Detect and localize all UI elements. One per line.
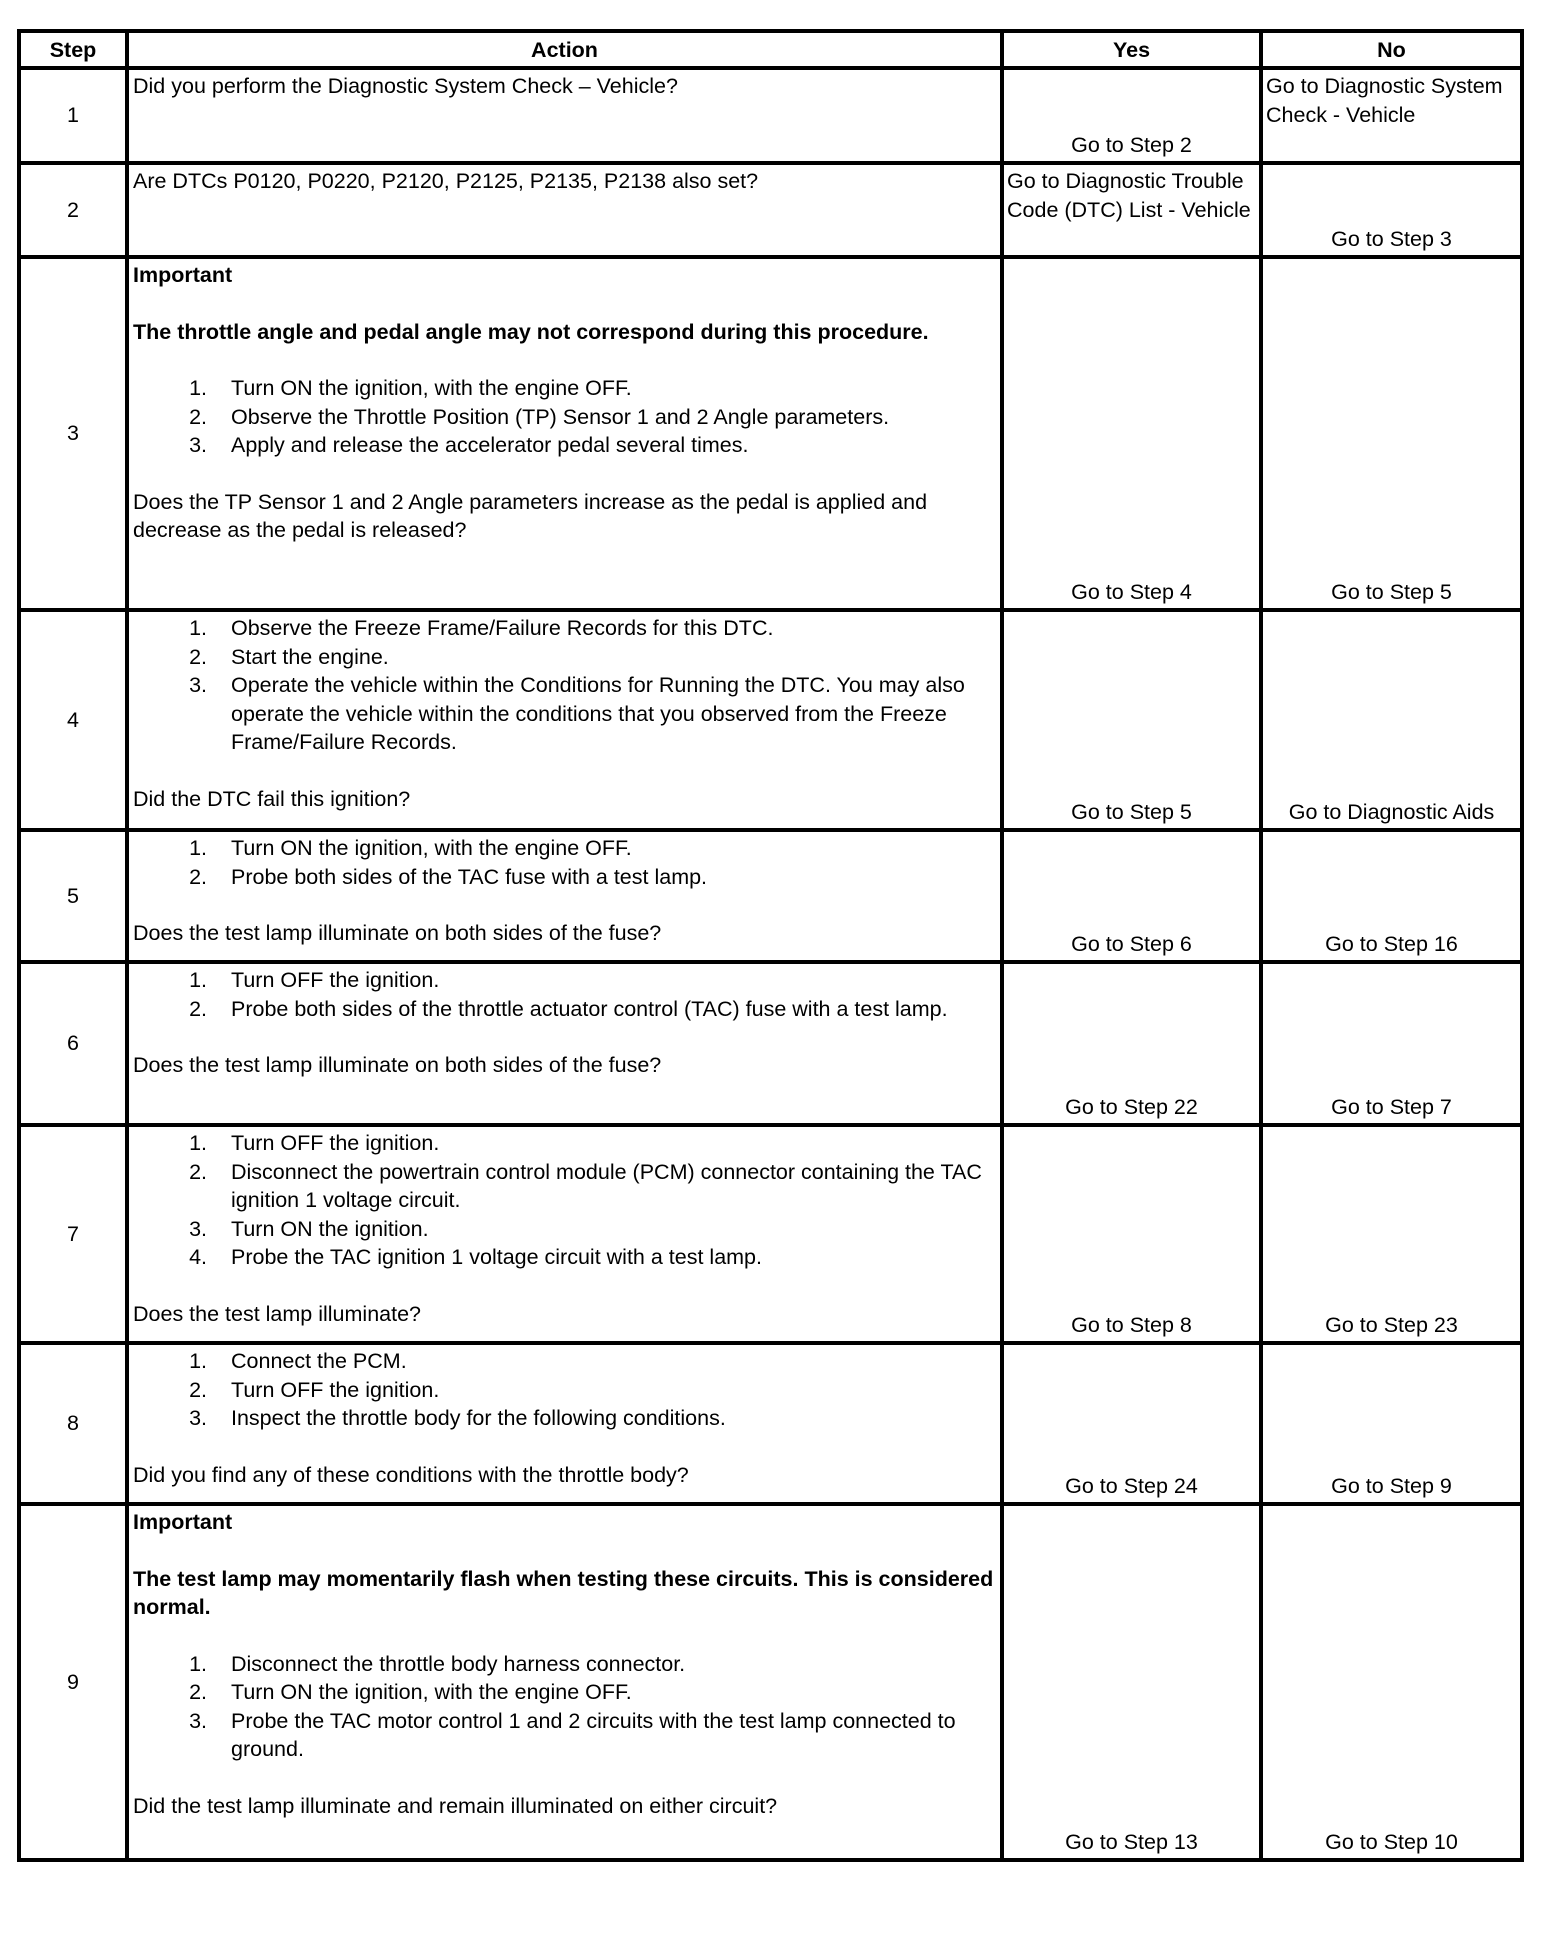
question-text: Did you perform the Diagnostic System Check – Vehicle?	[133, 74, 678, 98]
step-number: 5	[19, 830, 127, 962]
yes-action: Go to Step 4	[1002, 257, 1261, 610]
question-text: Does the test lamp illuminate on both sides of the fuse?	[133, 1053, 662, 1077]
no-action: Go to Diagnostic System Check - Vehicle	[1261, 68, 1522, 163]
list-text: Turn ON the ignition, with the engine OFF.	[231, 1680, 632, 1704]
action-cell	[127, 962, 1002, 1125]
diagnostic-steps-table	[17, 29, 1524, 1862]
action-cell	[127, 1504, 1002, 1860]
list-number: 1.	[189, 376, 207, 400]
list-text: Probe the TAC ignition 1 voltage circuit with a test lamp.	[231, 1245, 762, 1269]
question-text: Did you find any of these conditions with the throttle body?	[133, 1462, 689, 1487]
yes-action: Go to Step 13	[1002, 1504, 1261, 1860]
list-item	[133, 1404, 997, 1433]
list-text: Connect the PCM.	[231, 1349, 407, 1373]
list-text: Turn ON the ignition.	[231, 1216, 429, 1241]
question-text: Does the test lamp illuminate on both sides of the fuse?	[133, 921, 662, 945]
step-number: 9	[19, 1504, 127, 1860]
action-cell	[127, 1343, 1002, 1504]
list-number: 1.	[189, 1349, 207, 1373]
list-item	[133, 995, 997, 1024]
list-item	[133, 1243, 997, 1272]
table-row	[19, 163, 1522, 257]
no-action: Go to Step 7	[1261, 962, 1522, 1125]
header-step: Step	[19, 31, 127, 68]
yes-action: Go to Step 22	[1002, 962, 1261, 1125]
step-number: 2	[19, 163, 127, 257]
important-note: The test lamp may momentarily flash when testing these circuits. This is considered normal.	[133, 1566, 994, 1619]
step-number: 4	[19, 610, 127, 830]
list-item	[133, 614, 997, 643]
list-item	[133, 1215, 997, 1244]
action-cell	[127, 68, 1002, 163]
action-cell	[127, 257, 1002, 610]
list-number: 3.	[189, 673, 207, 697]
list-number: 3.	[189, 1708, 207, 1733]
list-item	[133, 1650, 997, 1679]
table-row	[19, 962, 1522, 1125]
yes-action: Go to Step 5	[1002, 610, 1261, 830]
no-action: Go to Step 5	[1261, 257, 1522, 610]
action-steps-list	[133, 966, 997, 1023]
action-cell	[127, 830, 1002, 962]
list-item	[133, 1347, 997, 1376]
list-text: Disconnect the powertrain control module (PCM) connector containing the TAC ignition 1 voltage circuit.	[231, 1159, 982, 1212]
list-item	[133, 374, 997, 403]
no-action: Go to Step 10	[1261, 1504, 1522, 1860]
list-number: 3.	[189, 1406, 207, 1430]
header-action: Action	[127, 31, 1002, 68]
header-yes: Yes	[1002, 31, 1261, 68]
table-row	[19, 830, 1522, 962]
list-text: Start the engine.	[231, 644, 389, 669]
header-row	[19, 31, 1522, 68]
no-action: Go to Step 23	[1261, 1125, 1522, 1343]
important-note: The throttle angle and pedal angle may not correspond during this procedure.	[133, 319, 929, 344]
action-steps-list	[133, 834, 997, 891]
list-number: 2.	[189, 1159, 207, 1184]
yes-action: Go to Step 6	[1002, 830, 1261, 962]
list-number: 1.	[189, 1131, 207, 1155]
list-text: Probe the TAC motor control 1 and 2 circuits with the test lamp connected to ground.	[231, 1708, 956, 1761]
list-item	[133, 863, 997, 892]
list-number: 1.	[189, 616, 207, 640]
no-action: Go to Diagnostic Aids	[1261, 610, 1522, 830]
no-action: Go to Step 16	[1261, 830, 1522, 962]
step-number: 1	[19, 68, 127, 163]
list-text: Disconnect the throttle body harness connector.	[231, 1651, 686, 1676]
table-row	[19, 1343, 1522, 1504]
list-text: Turn ON the ignition, with the engine OFF.	[231, 836, 632, 860]
question-text: Did the DTC fail this ignition?	[133, 786, 411, 811]
yes-action: Go to Diagnostic Trouble Code (DTC) List - Vehicle	[1002, 163, 1261, 257]
action-cell	[127, 163, 1002, 257]
list-item	[133, 431, 997, 460]
table-row	[19, 68, 1522, 163]
header-no: No	[1261, 31, 1522, 68]
question-text: Are DTCs P0120, P0220, P2120, P2125, P2135, P2138 also set?	[133, 169, 759, 193]
step-number: 7	[19, 1125, 127, 1343]
yes-action: Go to Step 24	[1002, 1343, 1261, 1504]
list-number: 2.	[189, 996, 207, 1021]
table-row	[19, 1504, 1522, 1860]
list-item	[133, 1158, 997, 1215]
list-text: Inspect the throttle body for the following conditions.	[231, 1406, 726, 1430]
list-item	[133, 1707, 997, 1764]
list-item	[133, 1129, 997, 1158]
action-steps-list	[133, 1129, 997, 1272]
question-text: Does the test lamp illuminate?	[133, 1301, 422, 1326]
list-number: 1.	[189, 968, 207, 992]
list-text: Apply and release the accelerator pedal several times.	[231, 433, 749, 457]
list-item	[133, 403, 997, 432]
action-steps-list	[133, 1650, 997, 1764]
table-row	[19, 610, 1522, 830]
list-number: 1.	[189, 836, 207, 860]
list-number: 2.	[189, 864, 207, 889]
question-text: Did the test lamp illuminate and remain illuminated on either circuit?	[133, 1793, 778, 1818]
list-text: Probe both sides of the throttle actuator control (TAC) fuse with a test lamp.	[231, 996, 948, 1021]
action-steps-list	[133, 614, 997, 757]
important-note: Important	[133, 1510, 233, 1534]
list-item	[133, 643, 997, 672]
list-number: 2.	[189, 1377, 207, 1402]
action-cell	[127, 1125, 1002, 1343]
list-number: 3.	[189, 433, 207, 457]
list-text: Turn ON the ignition, with the engine OFF.	[231, 376, 632, 400]
question-text: Does the TP Sensor 1 and 2 Angle parameters increase as the pedal is applied and decrease as the pedal is released?	[133, 489, 928, 542]
yes-action: Go to Step 8	[1002, 1125, 1261, 1343]
list-number: 2.	[189, 404, 207, 429]
list-text: Probe both sides of the TAC fuse with a test lamp.	[231, 864, 708, 889]
step-number: 6	[19, 962, 127, 1125]
list-item	[133, 1678, 997, 1707]
list-item	[133, 671, 997, 757]
list-number: 2.	[189, 1680, 207, 1704]
list-text: Turn OFF the ignition.	[231, 968, 440, 992]
table-row	[19, 1125, 1522, 1343]
step-number: 3	[19, 257, 127, 610]
list-text: Turn OFF the ignition.	[231, 1131, 440, 1155]
list-number: 1.	[189, 1651, 207, 1676]
list-text: Operate the vehicle within the Conditions for Running the DTC. You may also operate the vehicle within the conditions that you observed from the Freeze Frame/Failure Records.	[231, 673, 965, 754]
list-number: 2.	[189, 644, 207, 669]
list-number: 3.	[189, 1216, 207, 1241]
list-item	[133, 834, 997, 863]
list-number: 4.	[189, 1245, 207, 1269]
important-note: Important	[133, 263, 233, 287]
action-steps-list	[133, 374, 997, 460]
list-item	[133, 966, 997, 995]
list-item	[133, 1376, 997, 1405]
action-steps-list	[133, 1347, 997, 1433]
list-text: Observe the Throttle Position (TP) Sensor 1 and 2 Angle parameters.	[231, 404, 890, 429]
no-action: Go to Step 3	[1261, 163, 1522, 257]
action-cell	[127, 610, 1002, 830]
yes-action: Go to Step 2	[1002, 68, 1261, 163]
step-number: 8	[19, 1343, 127, 1504]
no-action: Go to Step 9	[1261, 1343, 1522, 1504]
table-row	[19, 257, 1522, 610]
list-text: Turn OFF the ignition.	[231, 1377, 440, 1402]
list-text: Observe the Freeze Frame/Failure Records for this DTC.	[231, 616, 774, 640]
